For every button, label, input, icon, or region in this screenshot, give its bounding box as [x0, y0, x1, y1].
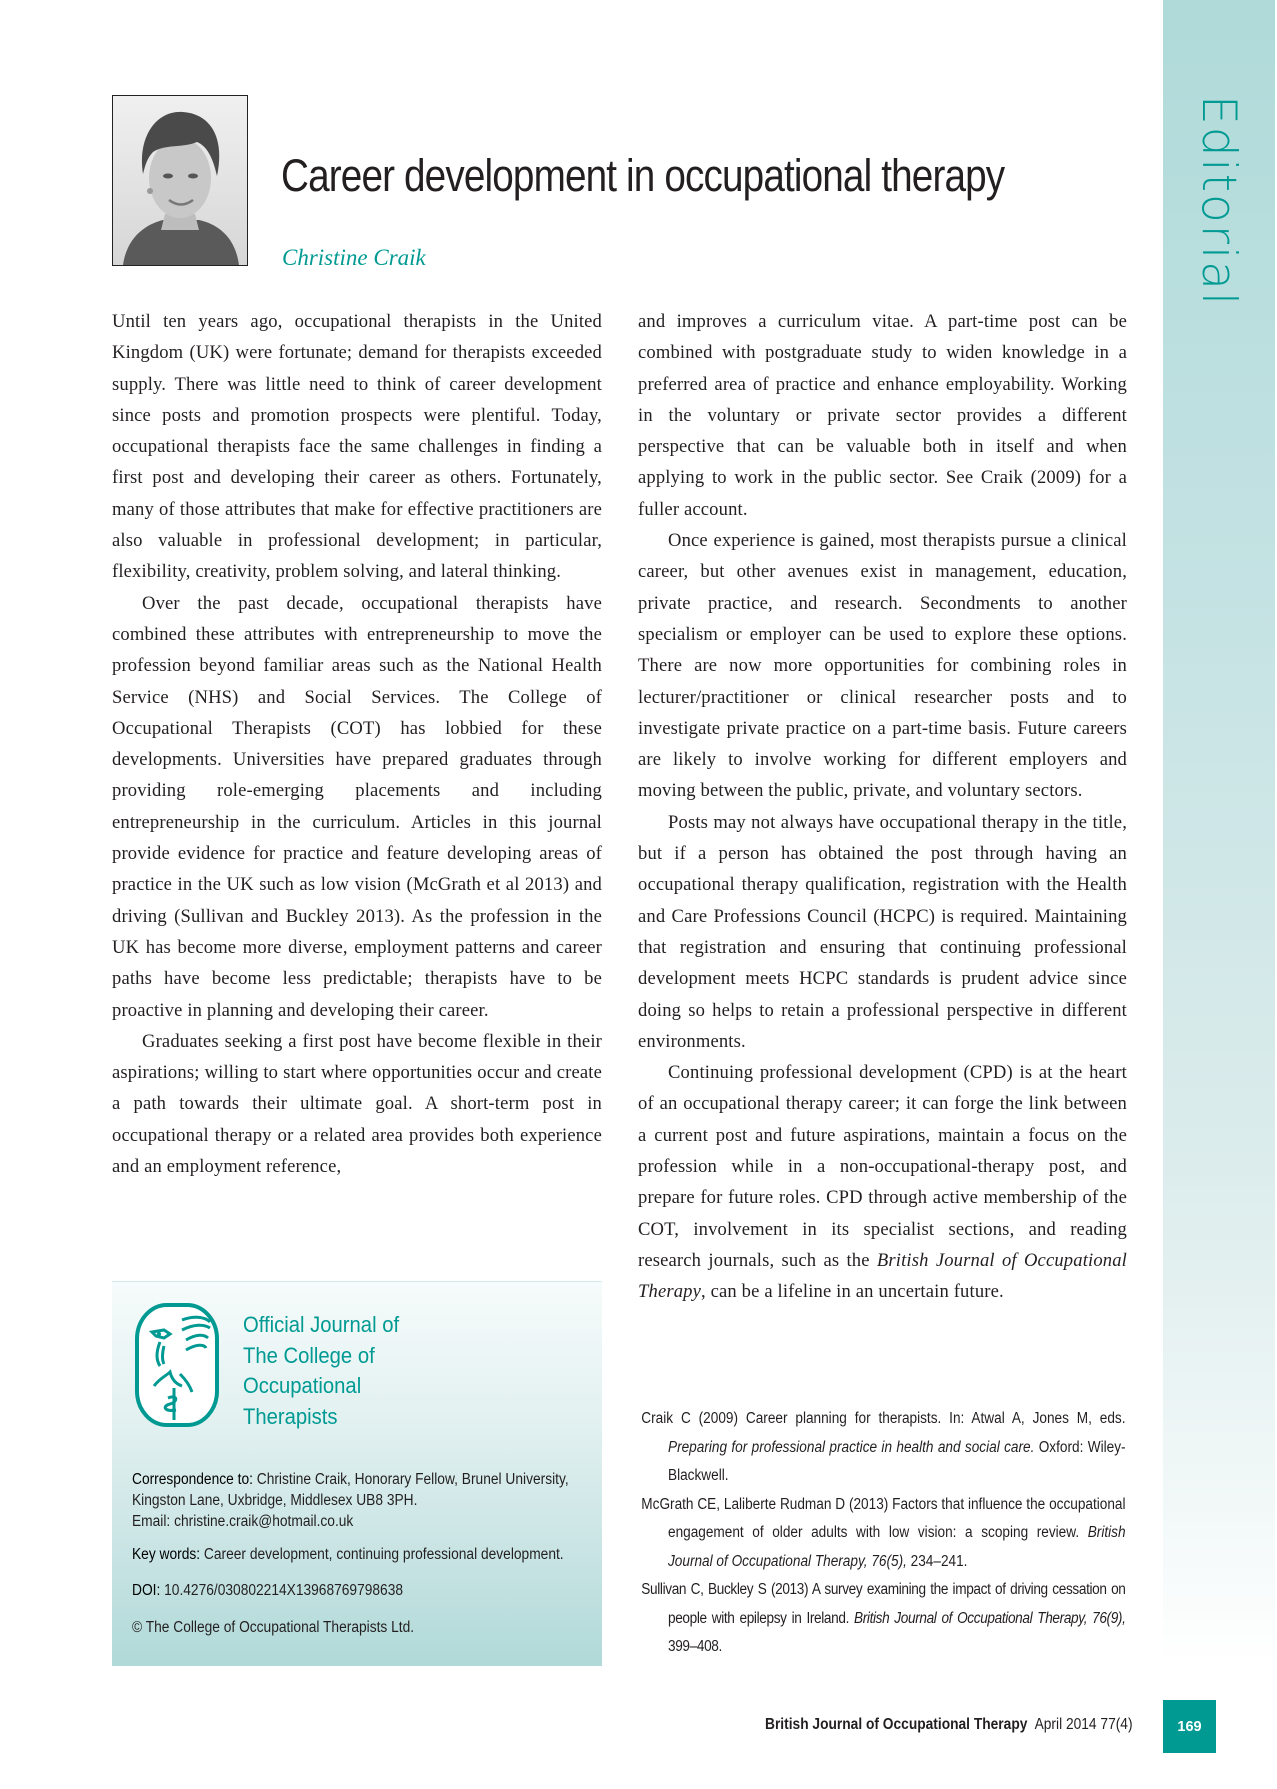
reference-text: Craik C (2009) Career planning for therapists. In: Atwal A, Jones M, eds.	[641, 1410, 1126, 1427]
body-right-column	[638, 306, 1127, 1308]
article-title: Career development in occupational therapy	[281, 150, 1005, 201]
body-paragraph: Over the past decade, occupational therapists have combined these attributes with entrepreneurship to move the profession beyond familiar areas such as the National Health Service (NHS) and Social Services. The College of Occupational Therapists (COT) has lobbied for these developments. Universities have prepared graduates through providing role-emerging placements and including entrepreneurship in the curriculum. Articles in this journal provide evidence for practice and feature developing areas of practice in the UK such as low vision (McGrath et al 2013) and driving (Sullivan and Buckley 2013). As the profession in the UK has become more diverse, employment patterns and career paths have become less predictable; therapists have to be proactive in planning and developing their career.	[112, 592, 602, 1021]
author-photo	[112, 95, 248, 266]
reference-text: Oxford: Wiley-Blackwell.	[668, 1438, 1126, 1484]
body-paragraph: Until ten years ago, occupational therapists in the United Kingdom (UK) were fortunate; demand for therapists exceeded supply. There was little need to think of career development since posts and promotion prospects were plentiful. Today, occupational therapists face the same challenges in finding a first post and developing their career as others. Fortunately, many of those attributes that make for effective practitioners are also valuable in professional development; in particular, flexibility, creativity, problem solving, and lateral thinking.	[112, 311, 602, 583]
journal-info-box	[112, 1281, 602, 1666]
reference-text: 399–408.	[668, 1638, 722, 1655]
body-paragraph-final	[638, 1057, 1127, 1307]
caption-line: Therapists	[243, 1403, 338, 1429]
official-journal-caption	[243, 1310, 399, 1432]
body-paragraph: and improves a curriculum vitae. A part-time post can be combined with postgraduate study to widen knowledge in a preferred area of practice and enhance employability. Working in the voluntary or private sector provides a different perspective that can be valuable both in itself and when applying to work in the public sector. See Craik (2009) for a fuller account.	[638, 311, 1127, 520]
reference-italic: Preparing for professional practice in health and social care.	[668, 1438, 1035, 1456]
copyright-line: © The College of Occupational Therapists Ltd.	[132, 1619, 415, 1636]
reference-item	[638, 1576, 1127, 1662]
body-paragraph: Graduates seeking a first post have become flexible in their aspirations; willing to start where opportunities occur and create a path towards their ultimate goal. A short-term post in occupational therapy or a related area provides both experience and an employment reference,	[112, 1030, 602, 1178]
reference-italic: British Journal of Occupational Therapy, 76(9),	[853, 1609, 1126, 1627]
reference-italic: British Journal of Occupational Therapy, 76(5),	[668, 1524, 1126, 1570]
journal-title-italic: British Journal of Occupational Therapy	[638, 1249, 1127, 1303]
author-portrait-image	[113, 96, 247, 265]
correspondence-label: Correspondence to:	[132, 1471, 253, 1488]
body-paragraph: Posts may not always have occupational therapy in the title, but if a person has obtained the post through having an occupational therapy qualification, registration with the Health and Care Professions Council (HCPC) is required. Maintaining that registration and ensuring that continuing professional development meets HCPC standards is prudent advice since doing so helps to retain a professional perspective in different environments.	[638, 811, 1127, 1052]
keywords-line	[132, 1544, 564, 1565]
body-paragraph: Once experience is gained, most therapists pursue a clinical career, but other avenues exist in management, education, private practice, and research. Secondments to another specialism or employer can be used to explore these options. There are now more opportunities for combining roles in lecturer/practitioner or clinical researcher posts and to investigate private practice on a part-time basis. Future careers are likely to involve working for different employers and moving between the public, private, and voluntary sectors.	[638, 530, 1127, 802]
doi-label: DOI:	[132, 1582, 161, 1599]
footer-issue: April 2014 77(4)	[1034, 1716, 1133, 1733]
correspondence-text: Christine Craik, Honorary Fellow, Brunel University,	[252, 1471, 569, 1488]
caption-line: The College of	[243, 1342, 375, 1368]
body-left-column	[112, 306, 602, 1182]
doi-text[interactable]: 10.4276/030802214X13968769798638	[160, 1582, 404, 1599]
keywords-label: Key words:	[132, 1546, 201, 1563]
reference-item	[638, 1405, 1127, 1491]
correspondence-block	[132, 1469, 569, 1532]
email-line[interactable]: Email: christine.craik@hotmail.co.uk	[132, 1513, 354, 1530]
author-name: Christine Craik	[282, 245, 426, 270]
keywords-text: Career development, continuing professional development.	[200, 1546, 564, 1563]
caption-line: Official Journal of	[243, 1312, 400, 1337]
references-list	[638, 1405, 1127, 1662]
section-label: Editorial	[1191, 95, 1246, 308]
reference-text: 234–241.	[906, 1552, 968, 1570]
caption-line: Occupational	[243, 1373, 362, 1398]
paragraph-text: , can be a lifeline in an uncertain future.	[701, 1281, 1004, 1303]
footer-journal-name: British Journal of Occupational Therapy	[765, 1716, 1028, 1733]
reference-text: Sullivan C, Buckley S (2013) A survey examining the impact of driving cessation on people with epilepsy in Ireland.	[641, 1581, 1126, 1627]
college-crest-logo-icon	[134, 1302, 220, 1428]
page-number: 169	[1163, 1700, 1216, 1753]
paragraph-text: Continuing professional development (CPD) is at the heart of an occupational therapy career; it can forge the link between a current post and future aspirations, maintain a focus on the profession while in a non-occupational-therapy post, and prepare for future roles. CPD through active membership of the COT, involvement in its specialist sections, and reading research journals, such as the	[638, 1062, 1127, 1271]
address-line: Kingston Lane, Uxbridge, Middlesex UB8 3PH.	[132, 1492, 418, 1509]
reference-text: McGrath CE, Laliberte Rudman D (2013) Factors that influence the occupational engagement of older adults with low vision: a scoping review.	[641, 1495, 1126, 1541]
page-footer	[765, 1716, 1133, 1734]
reference-item	[638, 1491, 1127, 1577]
correspondence-line	[132, 1469, 569, 1490]
doi-line	[132, 1580, 555, 1601]
